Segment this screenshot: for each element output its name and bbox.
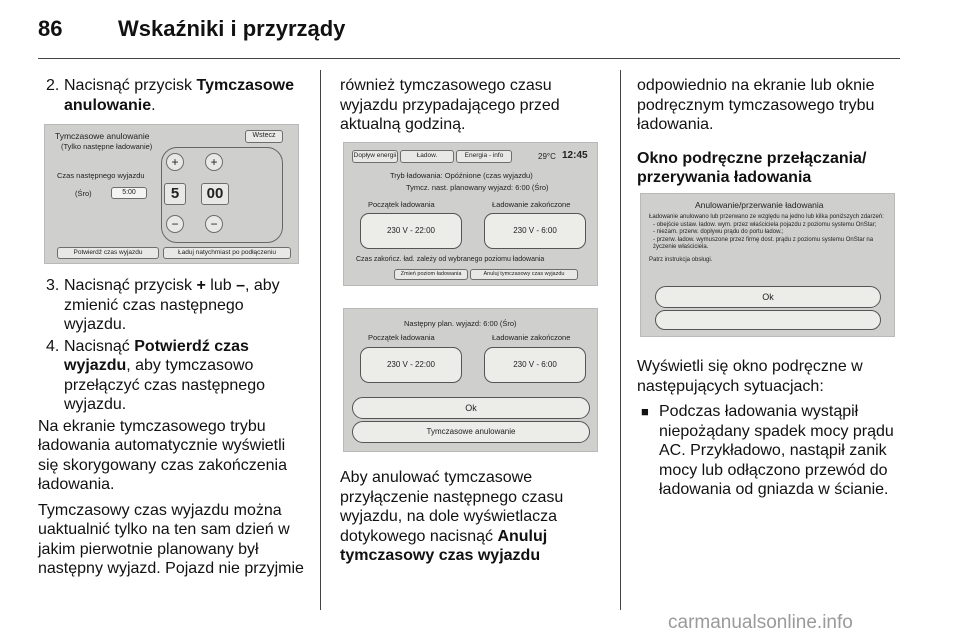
paragraph: Tymczasowy czas wyjazdu można uaktualnić tylko na ten sam dzień w jakim pierwotnie planowany był następny wyjazd. Pojazd nie przyjmie <box>38 501 304 577</box>
step-2 <box>38 76 308 115</box>
change-level-button[interactable]: Zmień poziom ładowania <box>394 269 468 280</box>
minute-minus-button[interactable]: − <box>205 215 223 233</box>
hour-plus-button[interactable]: + <box>166 153 184 171</box>
charge-end-label: Ładowanie zakończone <box>492 200 571 209</box>
day-label: (Śro) <box>75 189 92 198</box>
ok-button[interactable]: Ok <box>655 286 881 308</box>
charge-now-button[interactable]: Ładuj natychmiast po podłączeniu <box>163 247 291 259</box>
screen-temporary-cancel <box>44 124 299 264</box>
minute-plus-button[interactable]: + <box>205 153 223 171</box>
step-button-name: Potwierdź czas wyjazdu <box>64 337 249 374</box>
cancel-temporary-departure-button[interactable]: Anuluj tymczasowy czas wyjazdu <box>470 269 578 280</box>
column-1 <box>38 76 308 117</box>
paragraph: Aby anulować tymczasowe przyłączenie następnego czasu wyjazdu, na dole wyświetlacza dotykowego nacisnąć <box>340 469 564 545</box>
page-title: Wskaźniki i przyrządy <box>118 16 346 41</box>
button-name: Anuluj tymczasowy czas wyjazdu <box>340 527 548 564</box>
watermark: carmanualsonline.info <box>668 612 853 633</box>
popup-empty-button <box>655 310 881 330</box>
screen-charging-mode <box>343 142 598 286</box>
back-button[interactable]: Wstecz <box>245 130 283 143</box>
step-text: Nacisnąć przycisk <box>64 77 197 94</box>
charge-mode-line: Tryb ładowania: Opóźnione (czas wyjazdu) <box>390 171 533 180</box>
tab-charging[interactable]: Ładow. <box>400 150 454 163</box>
page-number: 86 <box>38 16 63 41</box>
page-header <box>0 0 960 56</box>
popup-line: - przerw. ładow. wymuszone przez firmę dost. prądu z poziomu systemu OnStar na życzenie właściciela. <box>653 236 874 250</box>
column-divider-1 <box>320 70 321 610</box>
paragraph: Wyświetli się okno podręczne w następujących sytuacjach: <box>637 358 863 395</box>
section-heading: Okno podręczne przełączania/ przerywania ładowania <box>637 149 867 186</box>
charge-end-value: 230 V - 6:00 <box>484 347 586 383</box>
column-1-continued <box>38 276 308 585</box>
hour-digit: 5 <box>164 183 186 205</box>
column-divider-2 <box>620 70 621 610</box>
charge-end-label: Ładowanie zakończone <box>492 333 571 342</box>
clock: 12:45 <box>562 150 588 161</box>
charge-start-label: Początek ładowania <box>368 200 435 209</box>
column-2-continued <box>340 468 608 572</box>
column-3-continued <box>637 357 899 500</box>
step-text: Nacisnąć <box>64 337 135 355</box>
step-text: Nacisnąć przycisk <box>64 277 197 294</box>
popup-line: Patrz instrukcja obsługi. <box>649 256 713 263</box>
popup-title: Anulowanie/przerwanie ładowania <box>695 200 824 210</box>
popup-line: - niezam. przerw. dopływu prądu do portu ładow.; <box>653 229 784 235</box>
paragraph: również tymczasowego czasu wyjazdu przypadającego przed aktualną godziną. <box>340 77 560 133</box>
confirm-time-button[interactable]: Potwierdź czas wyjazdu <box>57 247 159 259</box>
step-4 <box>38 337 308 415</box>
tab-energy-info[interactable]: Energia - info <box>456 150 512 163</box>
screen-charge-interrupt-popup <box>640 193 895 337</box>
time-label: Czas następnego wyjazdu <box>57 171 145 180</box>
paragraph: odpowiednio na ekranie lub oknie podręcznym tymczasowego trybu ładowania. <box>637 77 875 133</box>
time-value: 5:00 <box>111 187 147 199</box>
screen-subtitle: (Tylko następne ładowanie) <box>61 142 153 151</box>
ok-button[interactable]: Ok <box>352 397 590 419</box>
step-number: 2. <box>46 77 60 94</box>
charge-end-value: 230 V - 6:00 <box>484 213 586 249</box>
column-3 <box>637 76 899 194</box>
next-departure-line: Następny plan. wyjazd: 6:00 (Śro) <box>404 319 517 328</box>
bullet-item <box>637 402 899 500</box>
temporary-cancel-button[interactable]: Tymczasowe anulowanie <box>352 421 590 443</box>
step-number: 3. <box>46 277 60 294</box>
minute-digits: 00 <box>201 183 229 205</box>
plus-symbol: + <box>196 277 206 294</box>
charge-note: Czas zakończ. ład. zależy od wybranego poziomu ładowania <box>356 256 545 263</box>
popup-line: - obejście ustaw. ładow. wym. przez właściciela pojazdu z poziomu systemu OnStar; <box>653 221 877 228</box>
tab-power-flow[interactable]: Dopływ energii <box>352 150 398 163</box>
screen-title: Tymczasowe anulowanie <box>55 131 150 141</box>
column-2 <box>340 76 608 141</box>
popup-body <box>649 214 885 264</box>
step-number: 4. <box>46 337 60 355</box>
step-text: , aby zmienić czas następnego wyjazdu. <box>64 277 280 333</box>
step-punct: . <box>151 96 156 114</box>
step-button-name: Tymczasowe anulowanie <box>64 77 295 114</box>
step-text: , aby tymczasowo przełączyć czas następnego wyjazdu. <box>64 357 265 413</box>
charge-start-label: Początek ładowania <box>368 333 435 342</box>
bullet-text: Podczas ładowania wystąpił niepożądany spadek mocy prądu AC. Przykładowo, nastąpił zanik mocy lub odłączono przewód do ładowania od gniazda w ścianie. <box>659 403 894 498</box>
header-rule <box>38 58 900 59</box>
bullet-icon: ■ <box>641 404 649 419</box>
screen-temporary-popup <box>343 308 598 452</box>
next-departure-line: Tymcz. nast. planowany wyjazd: 6:00 (Śro) <box>406 183 549 192</box>
hour-minus-button[interactable]: − <box>166 215 184 233</box>
charge-start-value: 230 V - 22:00 <box>360 213 462 249</box>
step-text: lub <box>205 277 237 294</box>
paragraph: Na ekranie tymczasowego trybu ładowania automatycznie wyświetli się skorygowany czas zakończenia ładowania. <box>38 417 288 493</box>
step-3 <box>38 276 308 335</box>
temperature: 29°C <box>538 152 556 161</box>
charge-start-value: 230 V - 22:00 <box>360 347 462 383</box>
popup-line: Ładowanie anulowano lub przerwano ze względu na jedno lub kilka poniższych zdarzeń: <box>649 214 884 220</box>
minus-symbol: – <box>236 277 245 294</box>
